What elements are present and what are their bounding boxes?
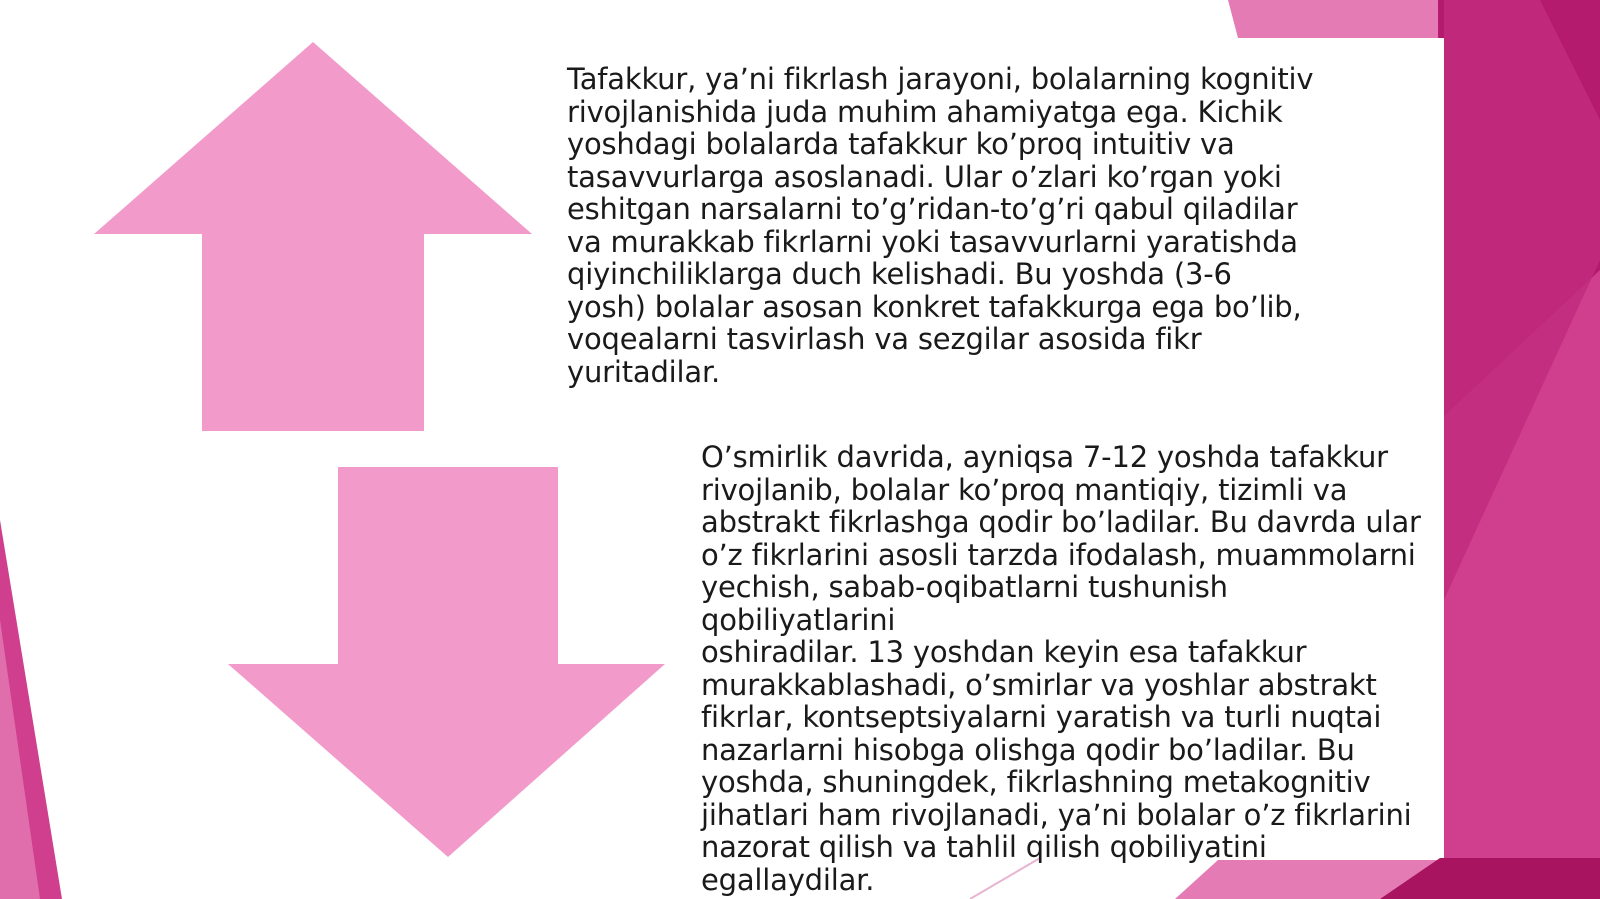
arrow-up-icon	[94, 42, 532, 431]
paragraph-early-childhood: Tafakkur, ya’ni fikrlash jarayoni, bolalarning kognitiv rivojlanishida juda muhim ahamiyatga ega. Kichik yoshdagi bolalarda tafakkur ko’proq intuitiv va tasavvurlarga asoslanadi. Ular o’zlari ko’rgan yoki eshitgan narsalarni to’g’ridan-to’g’ri qabul qiladilar va murakkab fikrlarni yoki tasavvurlarni yaratishda qiyinchiliklarga duch kelishadi. Bu yoshda (3-6 yosh) bolalar asosan konkret tafakkurga ega bo’lib, voqealarni tasvirlash va sezgilar asosida fikr yuritadilar.	[567, 62, 1314, 389]
paragraph-adolescence: O’smirlik davrida, ayniqsa 7-12 yoshda tafakkur rivojlanib, bolalar ko’proq mantiqiy, tizimli va abstrakt fikrlashga qodir bo’ladilar. Bu davrda ular o’z fikrlarini asosli tarzda ifodalash, muammolarni yechish, sabab-oqibatlarni tushunish qobiliyatlarini oshiradilar. 13 yoshdan keyin esa tafakkur murakkablashadi, o’smirlar va yoshlar abstrakt fikrlar, kontseptsiyalarni yaratish va turli nuqtai nazarlarni hisobga olishga qodir bo’ladilar. Bu yoshda, shuningdek, fikrlashning metakognitiv jihatlari ham rivojlanadi, ya’ni bolalar o’z fikrlarini nazorat qilish va tahlil qilish qobiliyatini egallaydilar.	[701, 440, 1421, 897]
